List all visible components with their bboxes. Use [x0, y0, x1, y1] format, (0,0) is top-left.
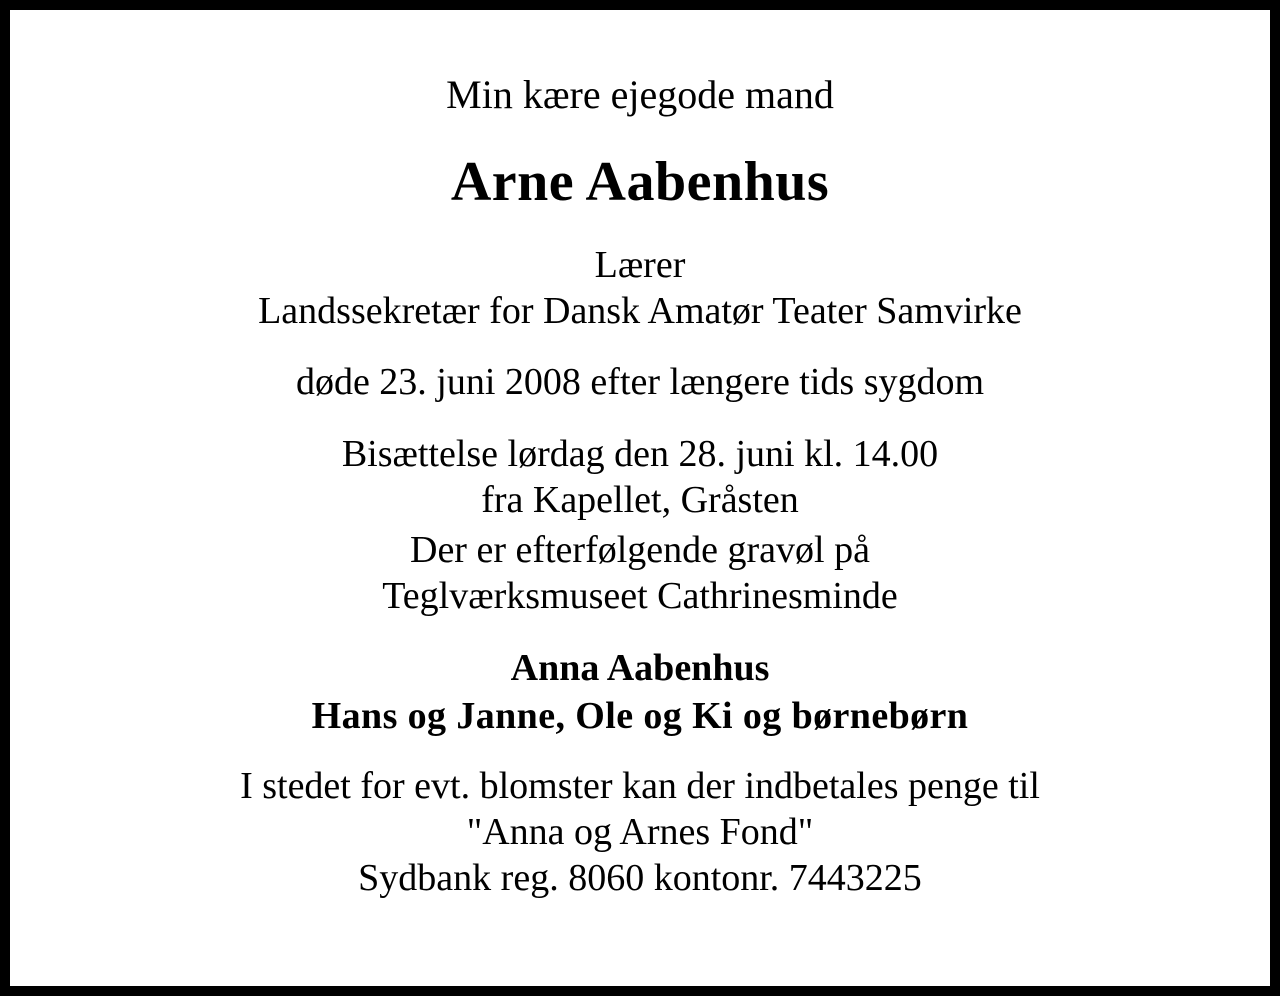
- role-line-1: Lærer: [594, 244, 686, 287]
- service-line-2: fra Kapellet, Gråsten: [481, 478, 799, 521]
- intro-line: Min kære ejegode mand: [446, 72, 834, 117]
- survivor-line-2: Hans og Janne, Ole og Ki og børnebørn: [311, 694, 969, 737]
- service-line-4: Teglværksmuseet Cathrinesminde: [382, 574, 898, 617]
- service-line-3: Der er efterfølgende gravøl på: [410, 528, 870, 571]
- obituary-content: [10, 10, 1270, 986]
- death-date-line: døde 23. juni 2008 efter længere tids sygdom: [295, 360, 985, 403]
- memorial-line-1: I stedet for evt. blomster kan der indbetales penge til: [240, 765, 1040, 808]
- survivor-line-1: Anna Aabenhus: [510, 646, 770, 689]
- service-line-1: Bisættelse lørdag den 28. juni kl. 14.00: [341, 432, 939, 475]
- memorial-line-3: Sydbank reg. 8060 kontonr. 7443225: [358, 857, 922, 900]
- memorial-line-2: "Anna og Arnes Fond": [466, 811, 814, 854]
- role-line-2: Landssekretær for Dansk Amatør Teater Samvirke: [258, 290, 1022, 333]
- deceased-name: Arne Aabenhus: [450, 151, 830, 214]
